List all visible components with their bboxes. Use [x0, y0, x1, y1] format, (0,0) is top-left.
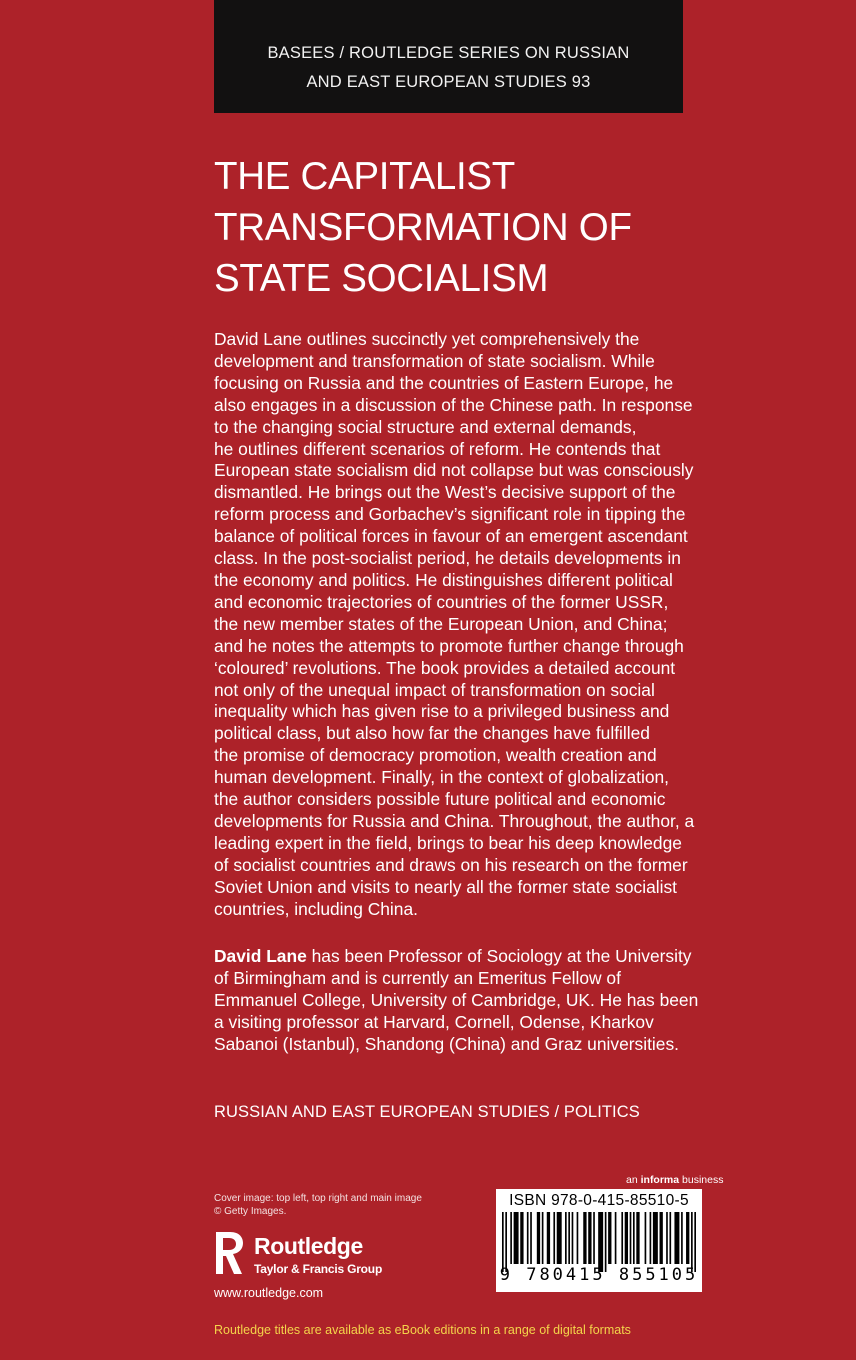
barcode-bar	[553, 1212, 555, 1264]
barcode-bar	[510, 1212, 512, 1264]
barcode-bar	[669, 1212, 671, 1264]
ebook-notice: Routledge titles are available as eBook editions in a range of digital formats	[214, 1323, 631, 1337]
barcode-bar	[588, 1212, 591, 1264]
description-line: political class, but also how far the changes have fulfilled	[214, 723, 650, 744]
barcode-bar	[650, 1212, 652, 1264]
barcode-bar	[598, 1212, 603, 1272]
description-line: balance of political forces in favour of an emergent ascendant	[214, 526, 688, 547]
publisher-url[interactable]: www.routledge.com	[214, 1286, 324, 1300]
barcode-bar	[527, 1212, 529, 1264]
description-line: Soviet Union and visits to nearly all the former state socialist	[214, 876, 677, 897]
bio-line: Emmanuel College, University of Cambridge, UK. He has been	[214, 989, 699, 1010]
description-line: focusing on Russia and the countries of Eastern Europe, he	[214, 372, 674, 393]
cover-credit	[214, 1193, 422, 1218]
barcode-bar	[593, 1212, 595, 1264]
cover-credit-line-1: Cover image: top left, top right and main image	[214, 1193, 422, 1204]
book-description	[214, 329, 774, 920]
bio-line: Sabanoi (Istanbul), Shandong (China) and Graz universities.	[214, 1033, 679, 1054]
description-line: he outlines different scenarios of reform. He contends that	[214, 438, 661, 459]
description-line: countries, including China.	[214, 898, 418, 919]
informa-suffix: business	[679, 1174, 724, 1186]
publisher-subtitle: Taylor & Francis Group	[254, 1262, 383, 1276]
description-line: European state socialism did not collapse but was consciously	[214, 460, 694, 481]
barcode-bar	[520, 1212, 523, 1264]
barcode-bar	[583, 1212, 586, 1264]
description-line: the new member states of the European Union, and China;	[214, 613, 668, 634]
barcode-bar	[568, 1212, 570, 1264]
description-line: dismantled. He brings out the West’s decisive support of the	[214, 482, 676, 503]
subject-category: RUSSIAN AND EAST EUROPEAN STUDIES / POLITICS	[214, 1103, 640, 1121]
informa-tagline	[626, 1174, 723, 1186]
author-bio	[214, 946, 774, 1056]
bio-line-1	[214, 946, 774, 968]
description-line: and economic trajectories of countries of the former USSR,	[214, 591, 669, 612]
barcode-bar	[530, 1212, 532, 1264]
isbn-label: ISBN 978-0-415-85510-5	[509, 1192, 689, 1209]
description-line: not only of the unequal impact of transformation on social	[214, 679, 655, 700]
barcode-bar	[577, 1212, 579, 1264]
barcode-bar	[605, 1212, 607, 1272]
description-line: the economy and politics. He distinguishes different political	[214, 569, 673, 590]
cover-credit-line-2: © Getty Images.	[214, 1205, 287, 1217]
informa-brand: informa	[640, 1174, 680, 1186]
barcode-bar	[674, 1212, 679, 1264]
barcode-bar	[625, 1212, 628, 1264]
description-line: human development. Finally, in the context of globalization,	[214, 767, 670, 788]
barcode-bar	[636, 1212, 639, 1264]
description-line: also engages in a discussion of the Chinese path. In response	[214, 394, 693, 415]
barcode-bar	[645, 1212, 647, 1264]
description-line: to the changing social structure and external demands,	[214, 416, 637, 437]
barcode-bar	[691, 1212, 693, 1272]
barcode-bar	[653, 1212, 658, 1264]
publisher-name: Routledge	[254, 1233, 363, 1259]
barcode-bar	[621, 1212, 623, 1264]
barcode-bar	[514, 1212, 519, 1264]
description-line: of socialist countries and draws on his research on the former	[214, 854, 688, 875]
description-line: developments for Russia and China. Throughout, the author, a	[214, 810, 695, 831]
barcode-bar	[630, 1212, 632, 1264]
description-line: the promise of democracy promotion, wealth creation and	[214, 745, 657, 766]
series-line-1: BASEES / ROUTLEDGE SERIES ON RUSSIAN	[267, 44, 630, 62]
description-line: development and transformation of state socialism. While	[214, 350, 655, 371]
barcode-bar	[557, 1212, 562, 1264]
routledge-logo-icon	[212, 1230, 246, 1276]
barcode-bar	[608, 1212, 611, 1264]
book-title	[214, 151, 774, 304]
title-line-3: STATE SOCIALISM	[214, 257, 549, 300]
barcode-bars	[502, 1212, 696, 1272]
barcode-bar	[505, 1212, 507, 1272]
description-line: ‘coloured’ revolutions. The book provides a detailed account	[214, 657, 676, 678]
barcode-bar	[542, 1212, 544, 1264]
description-line: the author considers possible future political and economic	[214, 789, 666, 810]
series-banner	[214, 0, 683, 113]
barcode-bar	[502, 1212, 504, 1272]
description-line: David Lane outlines succinctly yet comprehensively the	[214, 329, 640, 349]
description-line: leading expert in the field, brings to bear his deep knowledge	[214, 832, 682, 853]
barcode-bar	[615, 1212, 617, 1264]
bio-line: a visiting professor at Harvard, Cornell, Odense, Kharkov	[214, 1011, 654, 1032]
isbn-barcode	[496, 1189, 702, 1292]
barcode-bar	[666, 1212, 668, 1264]
informa-prefix: an	[626, 1174, 641, 1186]
title-line-2: TRANSFORMATION OF	[214, 206, 632, 249]
barcode-bar	[537, 1212, 540, 1264]
barcode-bar	[565, 1212, 567, 1264]
routledge-logo	[212, 1228, 412, 1280]
description-line: reform process and Gorbachev’s significant role in tipping the	[214, 504, 686, 525]
barcode-bar	[681, 1212, 683, 1264]
barcode-bar	[686, 1212, 689, 1264]
bio-line: of Birmingham and is currently an Emeritus Fellow of	[214, 967, 621, 988]
barcode-bar	[633, 1212, 635, 1264]
description-line: class. In the post-socialist period, he details developments in	[214, 548, 681, 569]
barcode-bar	[572, 1212, 574, 1264]
description-line: inequality which has given rise to a privileged business and	[214, 701, 670, 722]
bio-line-1-text: has been Professor of Sociology at the University	[306, 946, 692, 966]
series-line-2: AND EAST EUROPEAN STUDIES 93	[306, 73, 591, 91]
title-line-1: THE CAPITALIST	[214, 155, 515, 198]
barcode-bar	[547, 1212, 550, 1264]
description-line: and he notes the attempts to promote further change through	[214, 635, 684, 656]
barcode-number: 9 780415 855105	[499, 1265, 699, 1285]
barcode-bar	[694, 1212, 696, 1272]
barcode-bar	[660, 1212, 663, 1264]
author-name: David Lane	[214, 946, 307, 966]
